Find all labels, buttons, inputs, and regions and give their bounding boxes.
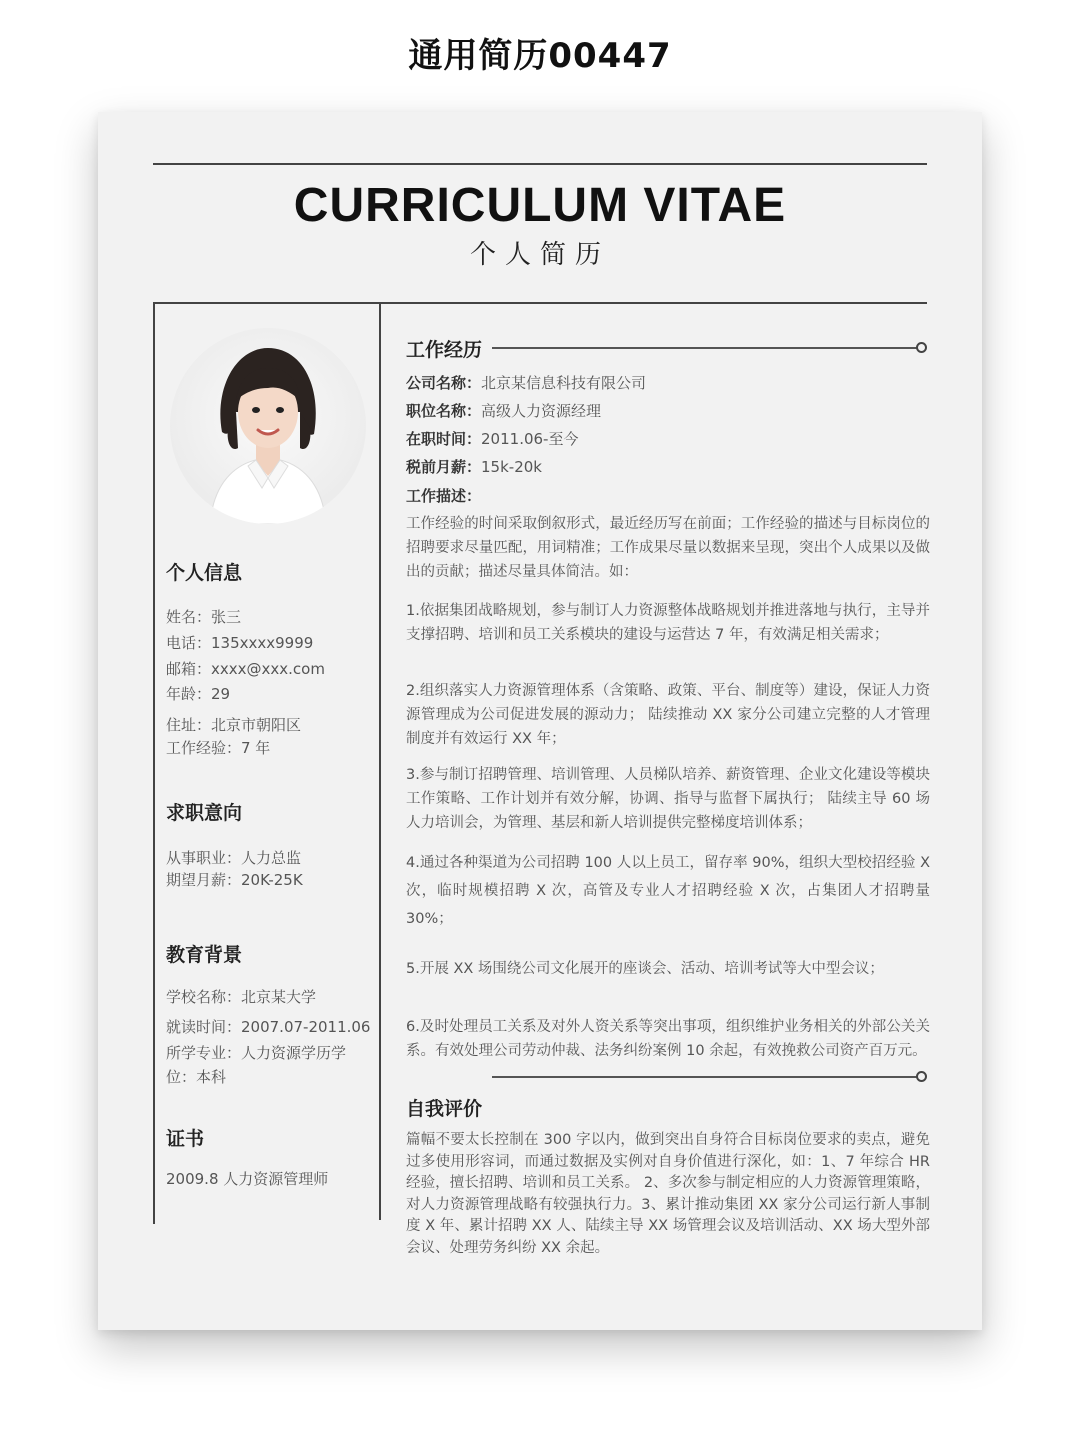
cv-subtitle: 个人简历 — [469, 240, 610, 270]
position-row: 职位名称：高级人力资源经理 — [406, 402, 602, 420]
info-line: 学校名称：北京某大学 — [166, 988, 317, 1006]
circle-icon — [916, 1071, 927, 1082]
circle-icon — [916, 342, 927, 353]
profile-photo — [170, 328, 366, 524]
salary-row: 税前月薪：15k-20k — [406, 458, 542, 476]
heading-rule — [492, 347, 917, 349]
info-line: 年龄：29 — [166, 685, 231, 703]
person-portrait-icon — [170, 328, 366, 524]
description-label: 工作描述： — [406, 487, 482, 505]
info-line: 从事职业：人力总监 — [166, 849, 302, 867]
cv-title: CURRICULUM VITAE — [293, 179, 787, 232]
work-item: 6.及时处理员工关系及对外人资关系等突出事项，组织维护业务相关的外部公关关系。有效处理公司劳动仲裁、法务纠纷案例 10 余起，有效挽救公司资产百万元。 — [406, 1019, 930, 1059]
info-line: 位：本科 — [166, 1068, 227, 1086]
work-heading: 工作经历 — [406, 339, 483, 361]
header-divider — [153, 302, 927, 304]
work-item: 2.组织落实人力资源管理体系（含策略、政策、平台、制度等）建设，保证人力资源管理成为公司促进发展的源动力； 陆续推动 XX 家分公司建立完整的人才管理制度并有效运行 XX 年； — [406, 683, 930, 747]
work-item: 4.通过各种渠道为公司招聘 100 人以上员工，留存率 90%，组织大型校招经验 X 次，临时规模招聘 X 次，高管及专业人才招聘经验 X 次，占集团人才招聘量 30%； — [406, 855, 930, 927]
work-item: 1.依据集团战略规划，参与制订人力资源整体战略规划并推进落地与执行，主导并支撑招聘、培训和员工关系模块的建设与运营达 7 年，有效满足相关需求； — [406, 603, 930, 643]
certificates-heading: 证书 — [166, 1128, 205, 1150]
page-title: 通用简历00447 — [408, 36, 672, 76]
self-eval-heading: 自我评价 — [406, 1098, 483, 1120]
info-line: 2009.8 人力资源管理师 — [166, 1170, 329, 1188]
job-intent-heading: 求职意向 — [166, 802, 243, 824]
info-line: 姓名：张三 — [166, 608, 242, 626]
info-line: 工作经验：7 年 — [166, 739, 271, 757]
info-line: 电话：135xxxx9999 — [166, 634, 314, 652]
work-item: 3.参与制订招聘管理、培训管理、人员梯队培养、薪资管理、企业文化建设等模块工作策略、工作计划并有效分解，协调、指导与监督下属执行； 陆续主导 60 场人力培训会，为管理、基层和新人培训提供完整梯度培训体系； — [406, 767, 930, 831]
resume-sheet — [98, 112, 982, 1330]
work-intro: 工作经验的时间采取倒叙形式，最近经历写在前面；工作经验的描述与目标岗位的招聘要求尽量匹配，用词精准；工作成果尽量以数据来呈现，突出个人成果以及做出的贡献；描述尽量具体简洁。如： — [406, 516, 930, 580]
info-line: 所学专业：人力资源学历学 — [166, 1044, 347, 1062]
period-row: 在职时间：2011.06-至今 — [406, 430, 579, 448]
info-line: 期望月薪：20K-25K — [166, 871, 303, 889]
self-eval-text: 篇幅不要太长控制在 300 字以内，做到突出自身符合目标岗位要求的卖点，避免过多使用形容词，而通过数据及实例对自身价值进行深化，如：1、7 年综合 HR 经验，擅长招聘、培训和员工关系。 2、多次参与制定相应的人力资源管理策略，对人力资源管理战略有较强执行力。3、累计推动集团 XX 家分公司运行新人事制度 X 年、累计招聘 XX 人、陆续主导 XX 场管理会议及培训活动、XX 场大型外部会议、处理劳务纠纷 XX 余起。 — [406, 1132, 930, 1256]
heading-rule — [492, 1076, 917, 1078]
info-line: 就读时间：2007.07-2011.06 — [166, 1018, 371, 1036]
education-heading: 教育背景 — [166, 944, 243, 966]
column-divider — [379, 302, 381, 1220]
left-border — [153, 302, 155, 1224]
company-row: 公司名称：北京某信息科技有限公司 — [406, 374, 647, 392]
info-line: 邮箱：xxxx@xxx.com — [166, 660, 325, 678]
info-line: 住址：北京市朝阳区 — [166, 716, 302, 734]
work-item: 5.开展 XX 场围绕公司文化展开的座谈会、活动、培训考试等大中型会议； — [406, 961, 884, 977]
personal-info-heading: 个人信息 — [166, 562, 243, 584]
top-divider — [153, 163, 927, 165]
